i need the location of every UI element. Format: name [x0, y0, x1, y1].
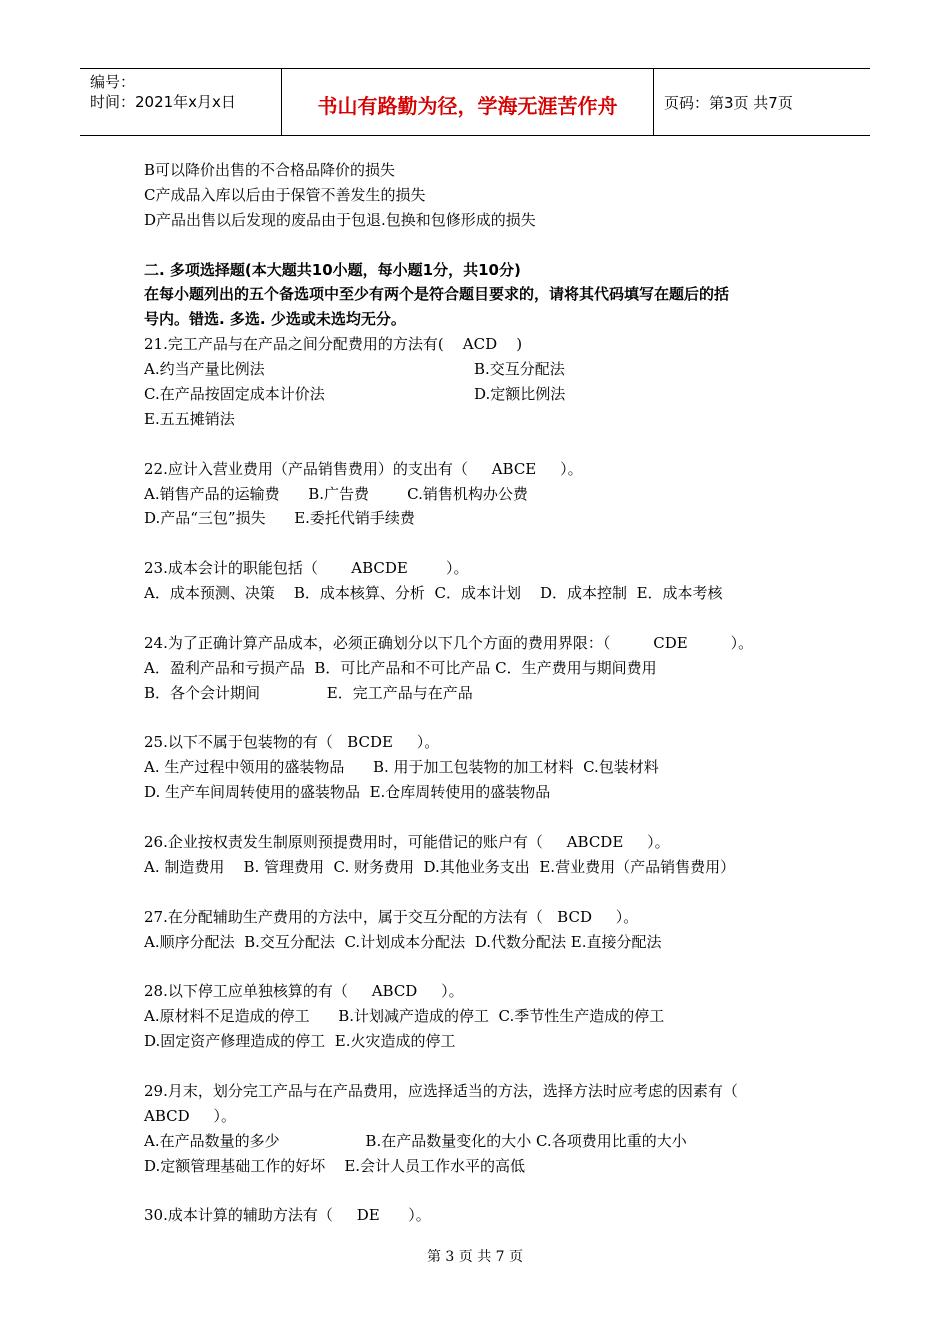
header-page-label: 页码：第3页 共7页: [664, 93, 793, 112]
option-line: B可以降价出售的不合格品降价的损失: [144, 161, 396, 179]
section-title: 二. 多项选择题(本大题共10小题，每小题1分，共10分): [144, 260, 521, 279]
question-25-stem: 25.以下不属于包装物的有（ BCDE ）。: [144, 733, 440, 752]
option-b: B.交互分配法: [474, 360, 565, 379]
question-24-stem: 24.为了正确计算产品成本，必须正确划分以下几个方面的费用界限：（ CDE ）。: [144, 633, 754, 652]
option-a: A.约当产量比例法: [144, 360, 265, 379]
question-22-options: D.产品“三包”损失 E.委托代销手续费: [144, 509, 415, 528]
question-29-stem: 29.月末，划分完工产品与在产品费用，应选择适当的方法，选择方法时应考虑的因素有（: [144, 1081, 738, 1100]
header-info-cell: [80, 69, 282, 135]
question-29-options: A.在产品数量的多少 B.在产品数量变化的大小 C.各项费用比重的大小: [144, 1131, 687, 1150]
question-29-answer: ABCD ）。: [144, 1106, 236, 1125]
question-21-options: [144, 357, 824, 382]
option-line: D产品出售以后发现的废品由于包退.包换和包修形成的损失: [144, 210, 536, 229]
question-21-stem: 21.完工产品与在产品之间分配费用的方法有( ACD ): [144, 335, 523, 354]
doc-date-label: 时间：2021年x月x日: [90, 93, 236, 111]
section-instruction: 号内。错选. 多选. 少选或未选均无分。: [144, 310, 406, 329]
question-25-options: A. 生产过程中领用的盛装物品 B. 用于加工包装物的加工材料 C.包装材料: [144, 758, 659, 777]
question-24-options: A．盈利产品和亏损产品 B．可比产品和不可比产品 C．生产费用与期间费用: [144, 658, 657, 677]
question-25-options: D. 生产车间周转使用的盛装物品 E.仓库周转使用的盛装物品: [144, 783, 551, 802]
question-29-options: D.定额管理基础工作的好坏 E.会计人员工作水平的高低: [144, 1156, 526, 1175]
question-27-options: A.顺序分配法 B.交互分配法 C.计划成本分配法 D.代数分配法 E.直接分配法: [144, 932, 662, 951]
question-23-stem: 23.成本会计的职能包括（ ABCDE ）。: [144, 559, 469, 578]
question-26-options: A. 制造费用 B. 管理费用 C. 财务费用 D.其他业务支出 E.营业费用（产品销售费用）: [144, 857, 736, 876]
option-e: E.五五摊销法: [144, 409, 235, 428]
question-28-options: A.原材料不足造成的停工 B.计划减产造成的停工 C.季节性生产造成的停工: [144, 1007, 665, 1026]
header-motto: 书山有路勤为径，学海无涯苦作舟: [282, 69, 654, 135]
question-21-options: [144, 382, 824, 407]
question-27-stem: 27.在分配辅助生产费用的方法中，属于交互分配的方法有（ BCD ）。: [144, 907, 639, 926]
question-26-stem: 26.企业按权责发生制原则预提费用时，可能借记的账户有（ ABCDE ）。: [144, 833, 670, 852]
document-body: [144, 158, 824, 1228]
page-footer: 第 3 页 共 7 页: [426, 1249, 524, 1265]
question-22-options: A.销售产品的运输费 B.广告费 C.销售机构办公费: [144, 484, 528, 503]
option-line: C产成品入库以后由于保管不善发生的损失: [144, 185, 426, 204]
question-23-options: A．成本预测、决策 B．成本核算、分析 C．成本计划 D．成本控制 E．成本考核: [144, 584, 723, 603]
section-instruction: 在每小题列出的五个备选项中至少有两个是符合题目要求的，请将其代码填写在题后的括: [144, 285, 730, 304]
page-header: [80, 68, 870, 136]
doc-number-label: 编号：: [90, 73, 136, 91]
question-24-options: B．各个会计期间 E．完工产品与在产品: [144, 683, 473, 702]
question-30-stem: 30.成本计算的辅助方法有（ DE ）。: [144, 1206, 431, 1225]
question-28-options: D.固定资产修理造成的停工 E.火灾造成的停工: [144, 1032, 456, 1051]
question-28-stem: 28.以下停工应单独核算的有（ ABCD ）。: [144, 982, 464, 1001]
option-d: D.定额比例法: [474, 385, 566, 404]
option-c: C.在产品按固定成本计价法: [144, 385, 325, 404]
question-22-stem: 22.应计入营业费用（产品销售费用）的支出有（ ABCE ）。: [144, 459, 583, 478]
